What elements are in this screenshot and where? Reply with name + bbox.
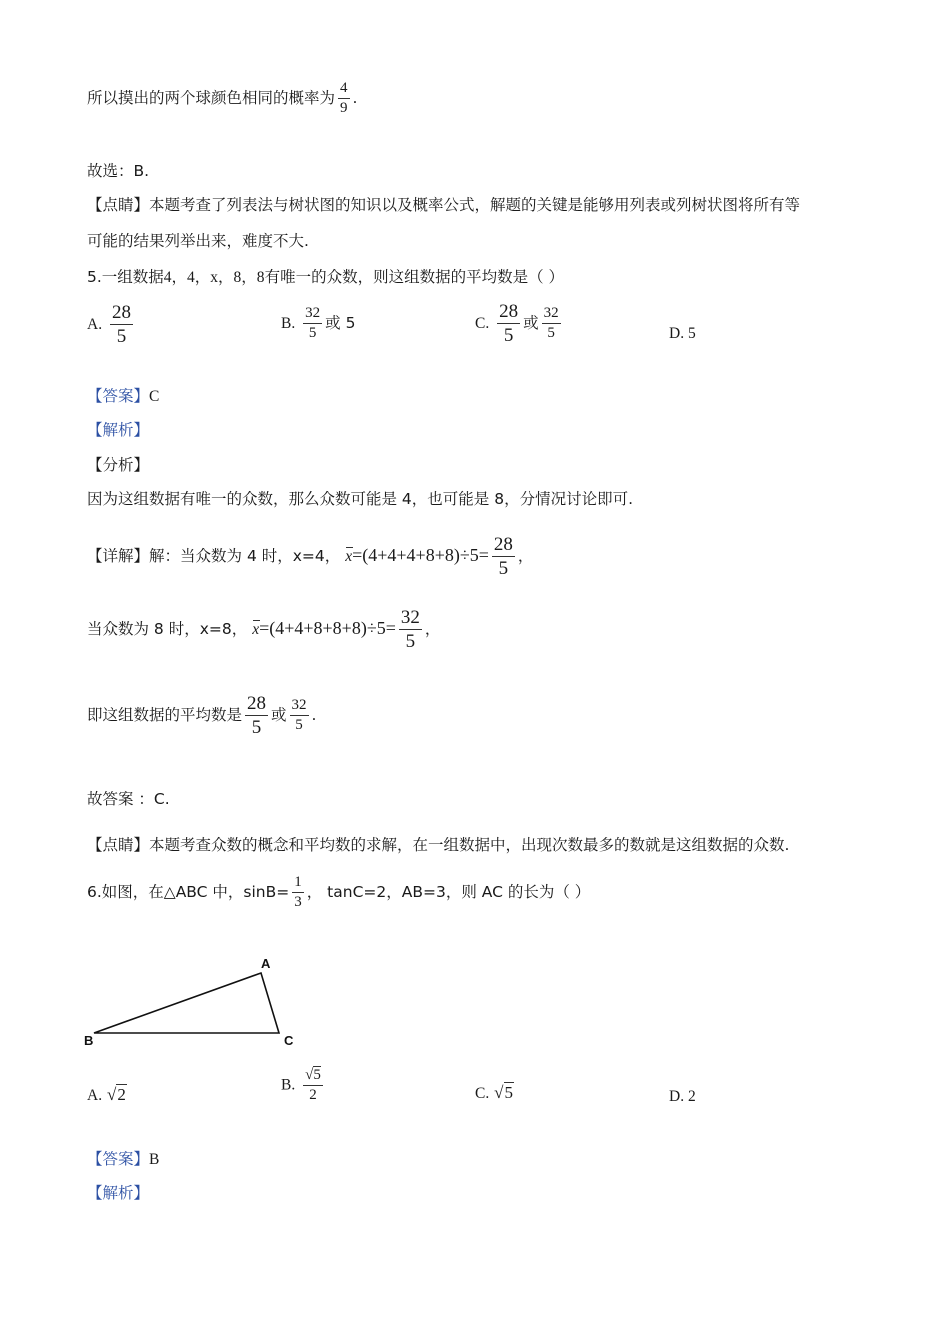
answer-value: B <box>149 1151 160 1168</box>
answer-line <box>87 385 159 408</box>
period: . <box>311 706 317 724</box>
mean-expression: =(4+4+4+8+8)÷5= <box>352 545 489 565</box>
detail-text: 当众数为 8 时，x=8， <box>87 620 248 638</box>
fraction-denominator: 5 <box>295 717 303 733</box>
option-a <box>87 301 136 348</box>
q6-jiexi-tag: 【解析】 <box>87 1184 150 1202</box>
detail-tag: 【详解】 <box>87 547 150 565</box>
detail3-fraction-2 <box>290 696 309 735</box>
option-label: A. <box>87 1087 103 1104</box>
fraction-denominator: 5 <box>547 325 555 341</box>
fraction-denominator: 2 <box>309 1087 317 1103</box>
stem-text: ， tanC=2，AB=3，则 AC 的长为（ ） <box>306 883 591 901</box>
comma: ， <box>424 620 441 638</box>
option-b <box>281 304 355 343</box>
dianjing-tag: 【点睛】 <box>87 836 150 854</box>
fraction-denominator: 5 <box>498 558 509 579</box>
vertex-label-c: C <box>284 1033 294 1048</box>
option-b-fraction <box>303 304 322 343</box>
choose-b-line: 故选：B. <box>87 162 150 180</box>
jiexi-tag: 【解析】 <box>87 421 150 439</box>
fraction-numerator: 28 <box>247 693 267 714</box>
stem-text: 5.一组数据 <box>87 268 164 286</box>
fenxi-text: 因为这组数据有唯一的众数，那么众数可能是 4，也可能是 8，分情况讨论即可. <box>87 490 634 508</box>
stem-text: 6.如图，在△ABC 中，sinB= <box>87 883 290 901</box>
final-answer-line: 故答案 ：C. <box>87 790 170 808</box>
option-c <box>475 300 564 347</box>
stem-text: 有唯一的众数，则这组数据的平均数是（ ） <box>264 268 564 286</box>
question-5-stem <box>87 266 564 289</box>
fraction-denominator: 5 <box>405 631 416 652</box>
detail-line-1 <box>87 533 533 580</box>
option-a-fraction <box>110 301 133 348</box>
fenxi-tag: 【分析】 <box>87 456 150 474</box>
fraction-numerator: √5 <box>303 1066 323 1086</box>
dianjing-text: 本题考查了列表法与树状图的知识以及概率公式，解题的关键是能够用列表或列树状图将所有等 <box>149 196 801 214</box>
period: . <box>352 89 358 107</box>
detail-line-3 <box>87 692 316 739</box>
sqrt-5: √5 <box>494 1083 513 1102</box>
option-label: C. <box>475 1085 490 1102</box>
fraction-numerator: 4 <box>338 79 350 99</box>
sqrt-2: √2 <box>107 1085 126 1104</box>
answer-tag: 【答案】 <box>87 387 150 405</box>
triangle-abc <box>94 973 279 1033</box>
probability-text: 所以摸出的两个球颜色相同的概率为 <box>87 89 336 107</box>
fraction-denominator: 3 <box>294 894 302 910</box>
option-label: A. <box>87 316 103 333</box>
option-label: C. <box>475 315 490 332</box>
fraction-numerator: 28 <box>493 534 513 555</box>
q6-answer-line <box>87 1148 159 1171</box>
detail2-fraction <box>399 606 422 653</box>
option-label: B. <box>281 315 296 332</box>
or-text: 或 <box>271 706 287 724</box>
detail3-fraction-1 <box>245 692 268 739</box>
question-6-stem <box>87 873 590 912</box>
or-text: 或 <box>523 314 539 332</box>
vertex-label-a: A <box>261 956 271 971</box>
dianjing-text: 本题考查众数的概念和平均数的求解，在一组数据中，出现次数最多的数就是这组数据的众数. <box>149 836 790 854</box>
comma: ， <box>517 547 534 565</box>
option-d: D. 5 <box>669 325 696 342</box>
fraction-4-9 <box>338 79 350 118</box>
fraction-numerator: 32 <box>400 607 420 628</box>
x-bar-symbol: x <box>345 546 352 568</box>
radicand: 5 <box>504 1083 513 1102</box>
dianjing-q4-line1 <box>87 194 800 216</box>
q6-option-a <box>87 1085 127 1105</box>
answer-tag: 【答案】 <box>87 1150 150 1168</box>
detail-text: 即这组数据的平均数是 <box>87 706 243 724</box>
option-label: B. <box>281 1076 296 1094</box>
probability-line <box>87 79 357 118</box>
x-bar-symbol: x <box>252 619 259 641</box>
stem-data: 4，4，x，8，8 <box>163 269 265 286</box>
detail-line-2 <box>87 606 440 653</box>
option-c-fraction-1 <box>497 300 520 347</box>
option-c-fraction-2 <box>542 304 561 343</box>
radicand: 5 <box>313 1067 321 1083</box>
fraction-numerator: 32 <box>542 304 561 324</box>
fraction-numerator: 1 <box>292 873 304 893</box>
triangle-abc-figure <box>80 950 310 1050</box>
mean-expression: =(4+4+8+8+8)÷5= <box>259 618 396 638</box>
fraction-numerator: 32 <box>303 304 322 324</box>
fraction-numerator: 28 <box>499 301 519 322</box>
vertex-label-b: B <box>84 1033 94 1048</box>
fraction-denominator: 5 <box>251 717 262 738</box>
fraction-numerator: 32 <box>290 696 309 716</box>
fraction-numerator: 28 <box>112 302 132 323</box>
dianjing-q4-line2: 可能的结果列举出来，难度不大. <box>87 232 309 250</box>
q6-option-d: D. 2 <box>669 1088 696 1105</box>
option-tail: 或 5 <box>325 314 356 332</box>
fraction-denominator: 9 <box>340 100 348 116</box>
fraction-denominator: 5 <box>116 326 127 347</box>
q6-option-c <box>475 1083 514 1103</box>
answer-value: C <box>149 388 160 405</box>
detail-text: 解：当众数为 4 时，x=4， <box>149 547 341 565</box>
dianjing-tag: 【点睛】 <box>87 196 150 214</box>
q6-option-b <box>281 1066 326 1105</box>
dianjing-q5-line <box>87 834 789 856</box>
fraction-denominator: 5 <box>503 325 514 346</box>
radicand: 2 <box>117 1085 126 1104</box>
fraction-denominator: 5 <box>308 325 317 341</box>
sinb-fraction <box>292 873 304 912</box>
sqrt5-over-2 <box>303 1066 323 1105</box>
detail1-fraction <box>492 533 515 580</box>
